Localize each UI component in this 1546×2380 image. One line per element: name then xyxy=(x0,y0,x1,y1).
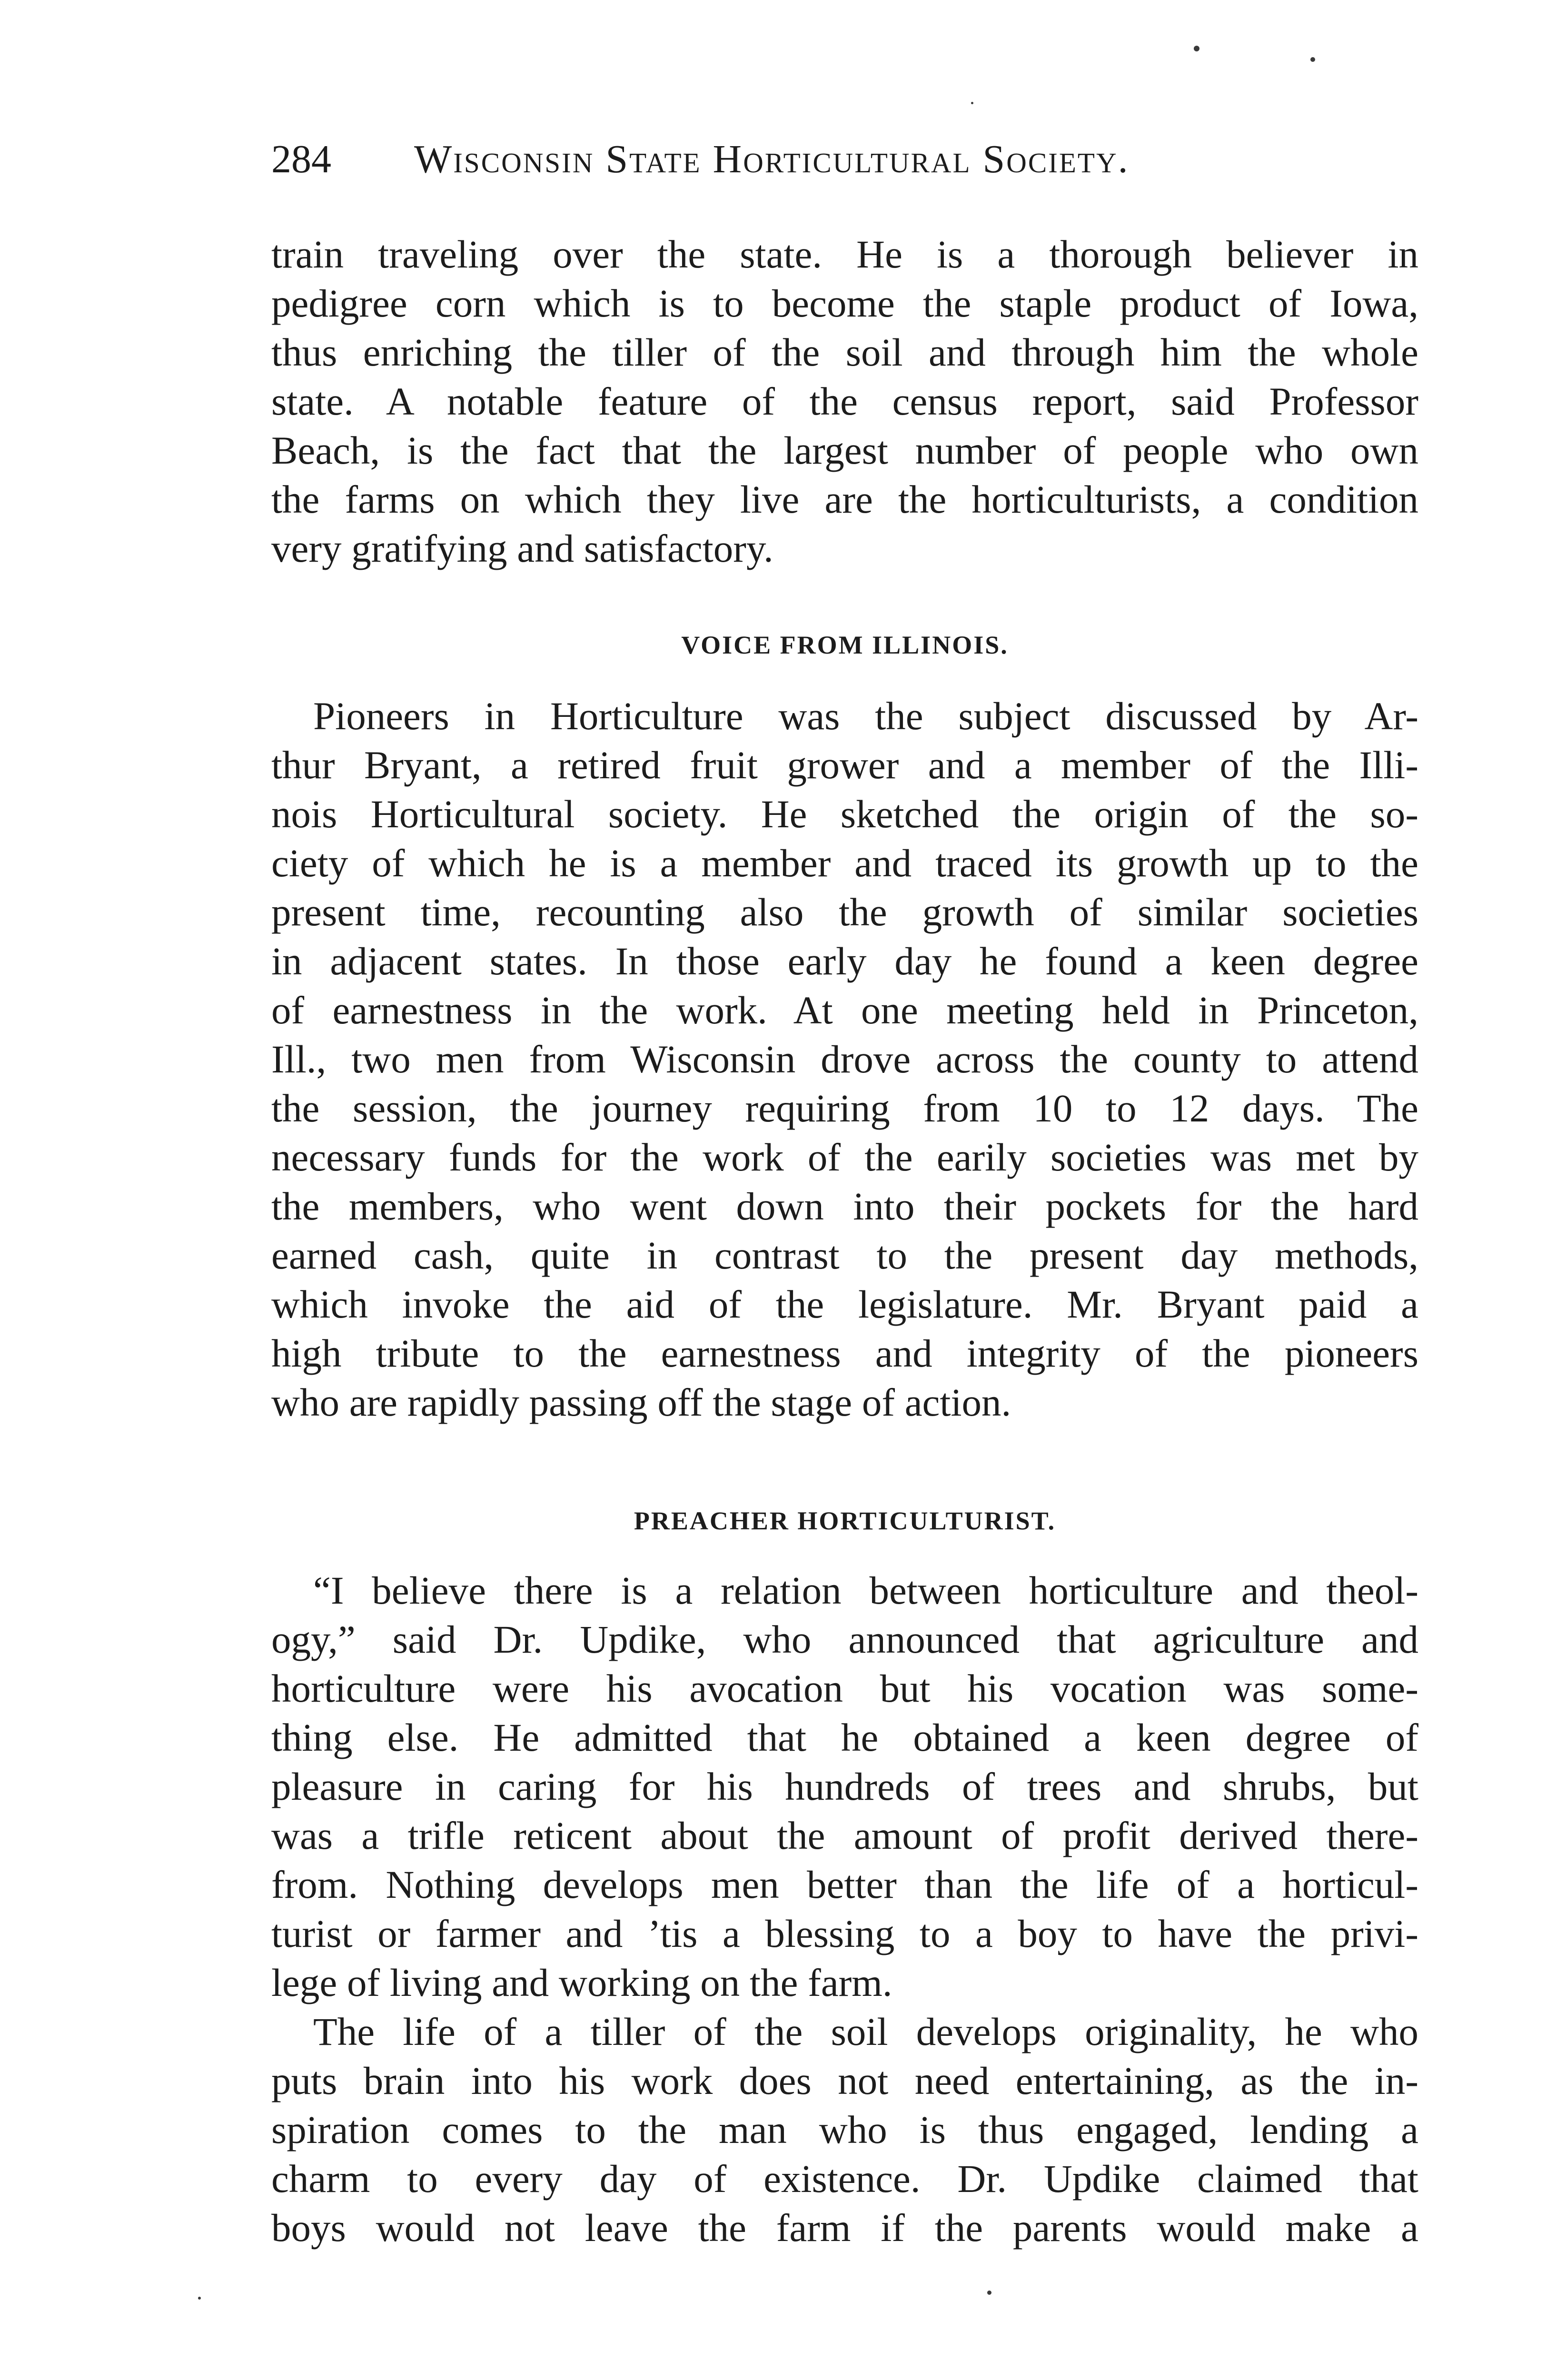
text-line: turist or farmer and ’tis a blessing to a boy to have the privi- xyxy=(271,1912,1418,1955)
page-number: 284 xyxy=(271,137,331,181)
text-line: puts brain into his work does not need entertaining, as the in- xyxy=(271,2059,1418,2102)
text-line: nois Horticultural society. He sketched the origin of the so- xyxy=(271,792,1418,836)
paragraph-continuation xyxy=(271,230,1418,573)
text-line: boys would not leave the farm if the parents would make a xyxy=(271,2206,1418,2250)
text-line: ogy,” said Dr. Updike, who announced that agriculture and xyxy=(271,1617,1418,1661)
text-line: very gratifying and satisfactory. xyxy=(271,526,773,570)
text-line: lege of living and working on the farm. xyxy=(271,1961,892,2004)
text-line: thur Bryant, a retired fruit grower and a member of the Illi- xyxy=(271,743,1418,787)
text-line: which invoke the aid of the legislature. Mr. Bryant paid a xyxy=(271,1282,1418,1326)
text-line: spiration comes to the man who is thus engaged, lending a xyxy=(271,2108,1418,2152)
text-line: pleasure in caring for his hundreds of trees and shrubs, but xyxy=(271,1765,1418,1808)
text-line: thing else. He admitted that he obtained a keen degree of xyxy=(271,1716,1418,1759)
text-line: train traveling over the state. He is a thorough believer in xyxy=(271,232,1418,276)
text-line: Pioneers in Horticulture was the subject discussed by Ar- xyxy=(313,694,1418,738)
text-line: thus enriching the tiller of the soil and through him the whole xyxy=(271,330,1418,374)
paragraph-pioneers xyxy=(271,692,1418,1427)
scan-speck xyxy=(971,102,973,104)
paragraph-updike-relation xyxy=(271,1566,1418,2007)
scan-speck xyxy=(1310,57,1315,62)
text-line: earned cash, quite in contrast to the present day methods, xyxy=(271,1233,1418,1277)
text-line: Ill., two men from Wisconsin drove across the county to attend xyxy=(271,1037,1418,1081)
text-line: was a trifle reticent about the amount of profit derived there- xyxy=(271,1814,1418,1857)
text-line: The life of a tiller of the soil develops originality, he who xyxy=(313,2010,1418,2053)
text-line: the farms on which they live are the horticulturists, a condition xyxy=(271,477,1418,521)
text-line: pedigree corn which is to become the staple product of Iowa, xyxy=(271,281,1418,325)
text-line: the members, who went down into their pockets for the hard xyxy=(271,1184,1418,1228)
section-heading-voice-from-illinois: VOICE FROM ILLINOIS. xyxy=(681,631,1009,659)
text-line: in adjacent states. In those early day he found a keen degree xyxy=(271,939,1418,983)
text-line: ciety of which he is a member and traced its growth up to the xyxy=(271,841,1418,885)
text-line: of earnestness in the work. At one meeting held in Princeton, xyxy=(271,988,1418,1032)
text-line: charm to every day of existence. Dr. Updike claimed that xyxy=(271,2157,1418,2201)
text-line: the session, the journey requiring from 10 to 12 days. The xyxy=(271,1086,1418,1130)
section-heading-preacher-horticulturist: PREACHER HORTICULTURIST. xyxy=(634,1507,1056,1535)
text-line: necessary funds for the work of the earily societies was met by xyxy=(271,1135,1418,1179)
paragraph-tiller-of-soil xyxy=(271,2007,1418,2252)
text-line: present time, recounting also the growth of similar societies xyxy=(271,890,1418,934)
scan-speck xyxy=(1194,46,1199,51)
text-line: who are rapidly passing off the stage of action. xyxy=(271,1380,1011,1424)
text-line: horticulture were his avocation but his vocation was some- xyxy=(271,1666,1418,1710)
text-line: state. A notable feature of the census report, said Professor xyxy=(271,379,1418,423)
running-head xyxy=(271,129,1423,190)
text-line: high tribute to the earnestness and integrity of the pioneers xyxy=(271,1331,1418,1375)
scan-speck xyxy=(987,2291,991,2295)
scan-speck xyxy=(198,2297,201,2300)
running-head-title: Wisconsin State Horticultural Society. xyxy=(414,137,1130,181)
text-line: Beach, is the fact that the largest number of people who own xyxy=(271,428,1418,472)
text-line: from. Nothing develops men better than the life of a horticul- xyxy=(271,1863,1418,1906)
text-line: “I believe there is a relation between horticulture and theol- xyxy=(313,1568,1418,1612)
